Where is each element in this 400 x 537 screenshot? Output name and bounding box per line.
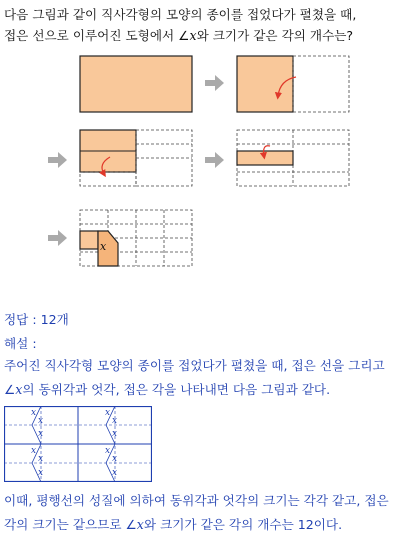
step3-diagram — [80, 130, 192, 186]
solution-line-4-suffix: 와 크기가 같은 각의 개수는 12이다. — [143, 517, 343, 532]
grid-angle-label: x — [112, 468, 118, 478]
grid-angle-label: x — [112, 429, 118, 439]
answer-label: 정답 : — [4, 312, 41, 327]
step-arrow-4 — [48, 230, 67, 246]
step-arrow-2 — [48, 152, 67, 168]
answer-value: 12개 — [40, 312, 69, 327]
grid-angle-label: x — [31, 408, 37, 418]
step2-diagram — [237, 56, 349, 112]
question-angle-var: x — [189, 28, 197, 43]
question-text — [4, 4, 398, 46]
grid-angle-label: x — [38, 429, 44, 439]
solution-label: 해설 : — [4, 336, 37, 351]
solution-line-2-var: x — [15, 382, 23, 397]
question-line-2-prefix: 접은 선으로 이루어진 도형에서 ∠ — [4, 28, 190, 43]
solution-line-1: 주어진 직사각형 모양의 종이를 접었다가 펼쳤을 때, 접은 선을 그리고 — [4, 358, 385, 373]
step5-angle-label: x — [100, 240, 107, 253]
question-line-2-suffix: 와 크기가 같은 각의 개수는? — [196, 28, 354, 43]
step4-diagram — [237, 130, 349, 186]
grid-angle-label: x — [38, 468, 44, 478]
solution-line-4 — [4, 513, 398, 537]
solution-line-3: 이때, 평행선의 성질에 의하여 동위각과 엇각의 크기는 각각 같고, 접은 — [4, 493, 389, 508]
answer — [4, 309, 69, 328]
step1-paper — [80, 56, 192, 112]
solution-grid — [4, 406, 152, 482]
step-arrow-3 — [205, 152, 224, 168]
solution-line-4-prefix: 각의 크기는 같으므로 ∠ — [4, 517, 137, 532]
solution-line-2-suffix: 의 동위각과 엇각, 접은 각을 나타내면 다음 그림과 같다. — [22, 382, 331, 397]
grid-angle-label: x — [38, 454, 44, 464]
question-line-1: 다음 그림과 같이 직사각형의 모양의 종이를 접었다가 펼쳤을 때, — [4, 7, 357, 22]
folding-diagram — [0, 46, 400, 276]
grid-angle-label: x — [31, 446, 37, 456]
solution-line-2 — [4, 378, 398, 402]
step5-diagram — [80, 210, 192, 266]
question-line-2 — [4, 25, 398, 46]
grid-angle-label: x — [105, 408, 111, 418]
solution-line-2-prefix: ∠ — [4, 382, 16, 397]
grid-angle-label: x — [112, 454, 118, 464]
solution-line-4-var: x — [136, 517, 144, 532]
step-arrow-1 — [205, 75, 224, 91]
grid-angle-label: x — [38, 416, 44, 426]
grid-angle-label: x — [112, 416, 118, 426]
grid-angle-label: x — [105, 446, 111, 456]
